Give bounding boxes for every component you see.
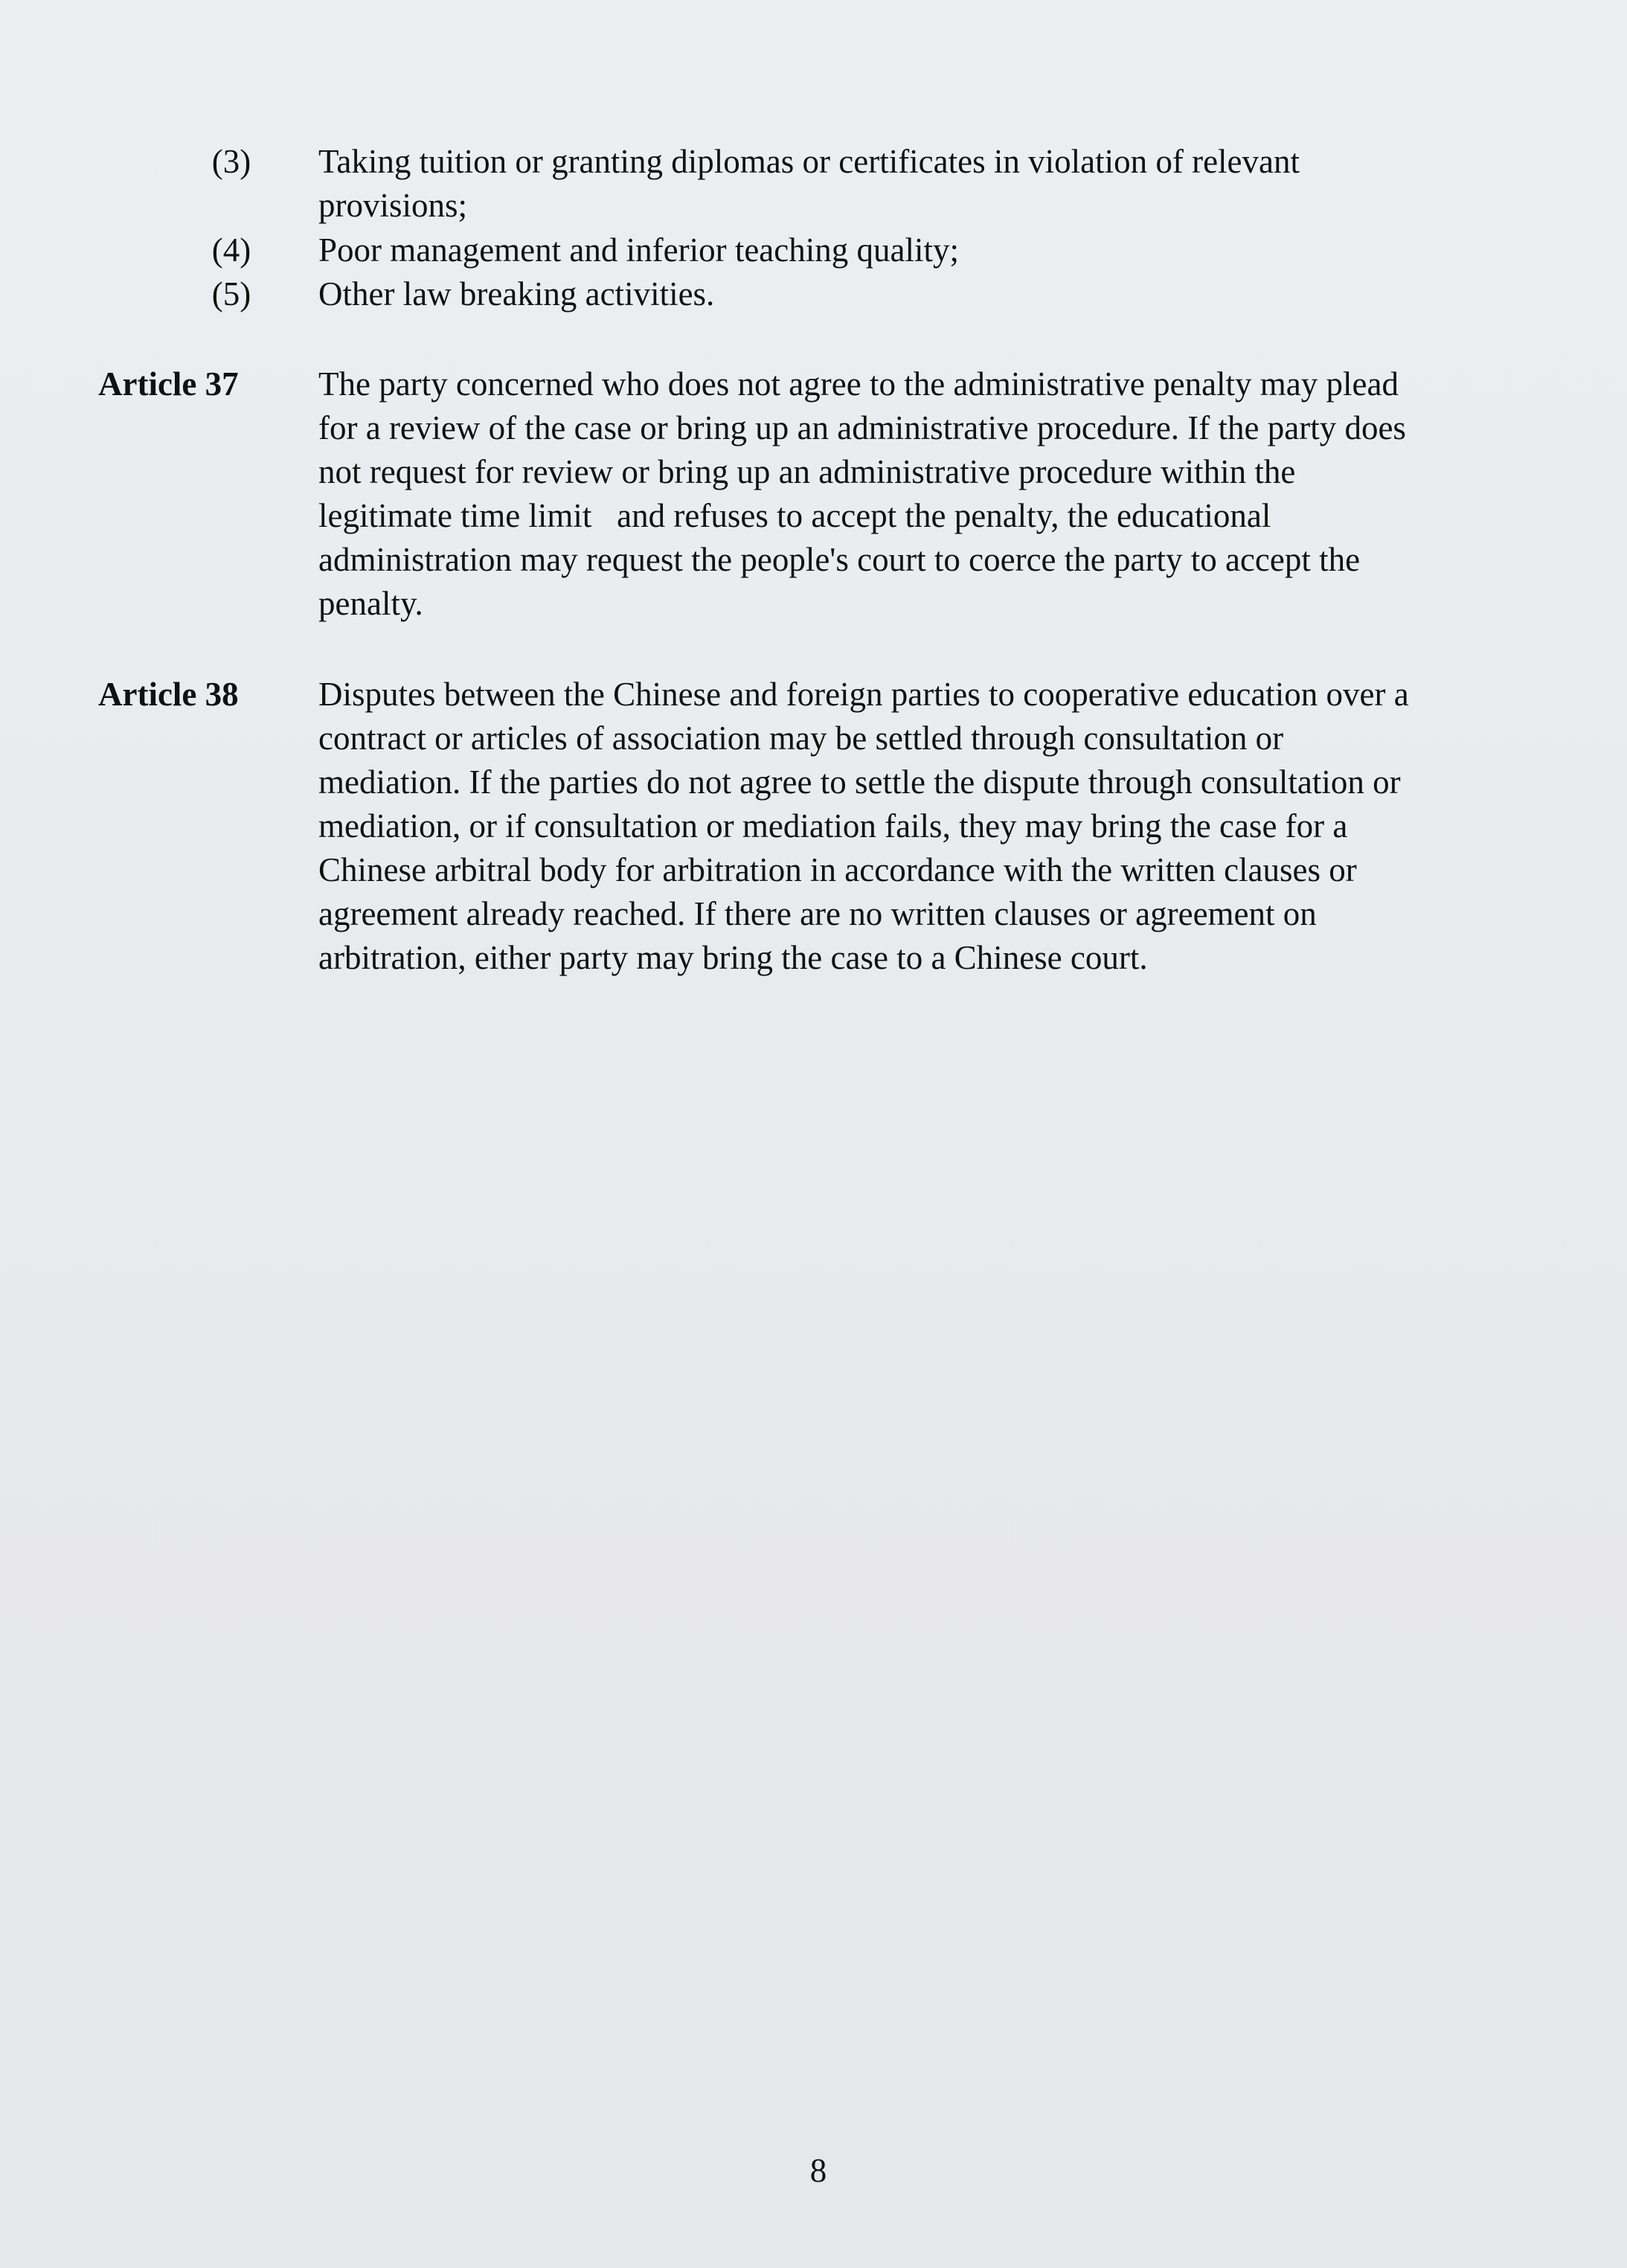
list-item-text [318,272,1524,316]
list-item-text [318,228,1524,272]
text-line: contract or articles of association may be settled through consultation or [318,720,1284,757]
text-line: provisions; [318,187,468,224]
list-item-number: (3) [211,143,251,180]
article-label: Article 38 [98,676,239,713]
text-line: penalty. [318,585,423,622]
article-body [318,673,1620,980]
text-line: Other law breaking activities. [318,275,715,313]
text-line: Taking tuition or granting diplomas or certificates in violation of relevant [318,143,1300,180]
text-line: agreement already reached. If there are no written clauses or agreement on [318,895,1317,932]
text-line: Chinese arbitral body for arbitration in accordance with the written clauses or [318,851,1357,888]
text-line: Poor management and inferior teaching quality; [318,231,959,269]
text-line: administration may request the people's court to coerce the party to accept the [318,541,1361,578]
text-line: arbitration, either party may bring the case to a Chinese court. [318,939,1148,976]
text-line: for a review of the case or bring up an administrative procedure. If the party does [318,409,1406,446]
article-label: Article 37 [98,365,239,403]
text-line: mediation. If the parties do not agree to settle the dispute through consultation or [318,763,1401,801]
list-item-number: (4) [211,231,251,269]
text-line: The party concerned who does not agree to the administrative penalty may plead [318,365,1399,403]
list-item-text [318,140,1524,228]
text-line: mediation, or if consultation or mediation fails, they may bring the case for a [318,807,1348,845]
text-line: legitimate time limit and refuses to accept the penalty, the educational [318,497,1271,534]
page-number: 8 [809,2152,827,2189]
list-item-number: (5) [211,275,251,313]
text-line: Disputes between the Chinese and foreign parties to cooperative education over a [318,676,1409,713]
text-line: not request for review or bring up an administrative procedure within the [318,453,1296,490]
article-body [318,362,1620,626]
